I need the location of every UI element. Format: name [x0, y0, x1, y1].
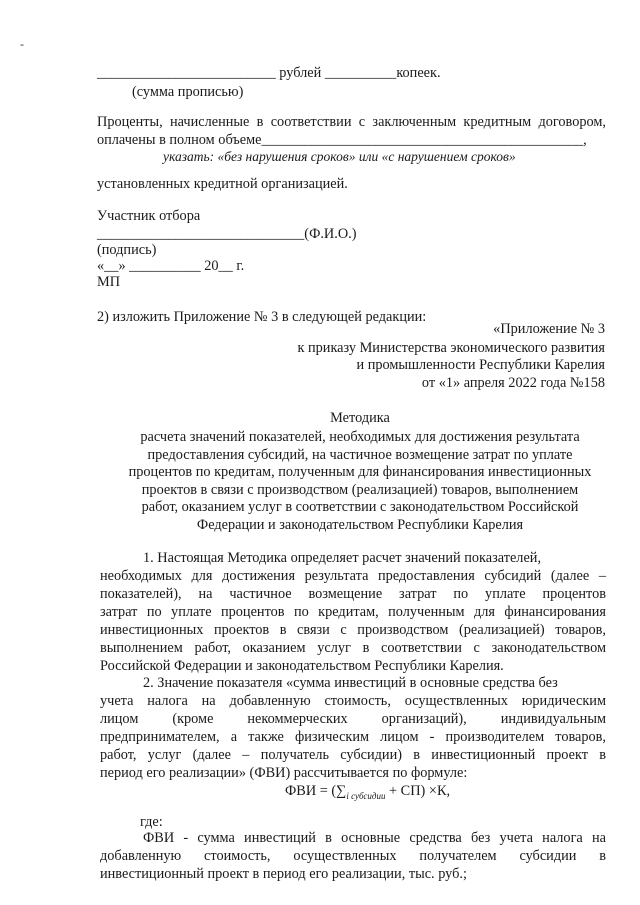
paragraph-line: 1. Настоящая Методика определяет расчет значений показателей,	[143, 550, 542, 566]
interest-line-1: Проценты, начисленные в соответствии с заключенным кредитным договором,	[97, 114, 606, 130]
interest-line-3: установленных кредитной организацией.	[97, 176, 348, 192]
interest-hint: указать: «без нарушения сроков» или «с нарушением сроков»	[163, 149, 516, 164]
paragraph-line: предпринимателем, а также физическим лицом - производителем товаров,	[100, 729, 606, 745]
where-label: где:	[140, 814, 163, 830]
heading-title: Методика	[330, 410, 390, 426]
paragraph-line: выполнением работ, оказанием услуг в соответствии с законодательством	[100, 640, 606, 656]
participant-label: Участник отбора	[97, 208, 201, 224]
edge-mark: -	[20, 37, 24, 51]
heading-line: проектов в связи с производством (реализацией) товаров, выполнением	[141, 482, 579, 498]
heading-line: предоставления субсидий, на частичное возмещение затрат по уплате	[147, 447, 573, 463]
appendix-line-1: «Приложение № 3	[493, 321, 605, 337]
paragraph-line: показателей), на частичное возмещение затрат по уплате процентов	[100, 586, 606, 602]
heading-line: процентов по кредитам, полученным для финансирования инвестиционных	[128, 464, 592, 480]
appendix-line-2: к приказу Министерства экономического развития	[297, 340, 605, 356]
paragraph-line: ФВИ - сумма инвестиций в основные средства без учета налога на	[143, 830, 606, 846]
amendment-line: 2) изложить Приложение № 3 в следующей редакции:	[97, 309, 427, 325]
heading-line: расчета значений показателей, необходимых для достижения результата	[140, 429, 580, 445]
amount-line: _________________________ рублей __________копеек.	[97, 65, 441, 81]
heading-line: работ, оказанием услуг в соответствии с законодательством Российской	[141, 499, 579, 515]
paragraph-line: Российской Федерации и законодательством Республики Карелия.	[100, 658, 504, 674]
date-line: «__» __________ 20__ г.	[97, 258, 245, 274]
amount-caption: (сумма прописью)	[132, 84, 244, 100]
paragraph-line: затрат по уплате процентов по кредитам, полученным для финансирования	[100, 604, 606, 620]
paragraph-line: 2. Значение показателя «сумма инвестиций в основные средства без	[143, 675, 558, 691]
sign-caption: (подпись)	[97, 242, 157, 258]
appendix-line-4: от «1» апреля 2022 года №158	[421, 375, 605, 391]
interest-line-2: оплачены в полном объеме_____________________________________________,	[97, 132, 587, 148]
paragraph-line: лицом (кроме некоммерческих организаций), индивидуальным	[100, 711, 606, 727]
heading-line: Федерации и законодательством Республики Карелия	[196, 517, 524, 533]
formula	[285, 784, 450, 801]
paragraph-line: необходимых для достижения результата предоставления субсидий (далее –	[100, 568, 606, 584]
paragraph-line: работ, услуг (далее – получатель субсидии) в инвестиционный проект в	[100, 747, 606, 763]
formula-subscript: i субсидии	[346, 790, 386, 801]
stamp-label: МП	[97, 274, 121, 290]
paragraph-line: инвестиционный проект в период его реализации, тыс. руб.;	[100, 866, 467, 882]
name-line: _____________________________(Ф.И.О.)	[97, 226, 357, 242]
appendix-line-3: и промышленности Республики Карелия	[356, 357, 605, 373]
paragraph-line: добавленную стоимость, осуществленных получателем субсидии в	[100, 848, 606, 864]
formula-left: ФВИ = (∑	[285, 783, 347, 799]
paragraph-line: инвестиционных проектов в связи с производством (реализацией) товаров,	[100, 622, 606, 638]
formula-right: + СП) ×К,	[385, 783, 451, 799]
paragraph-line: учета налога на добавленную стоимость, осуществленных юридическим	[100, 693, 606, 709]
paragraph-line: период его реализации» (ФВИ) рассчитывается по формуле:	[100, 765, 468, 781]
